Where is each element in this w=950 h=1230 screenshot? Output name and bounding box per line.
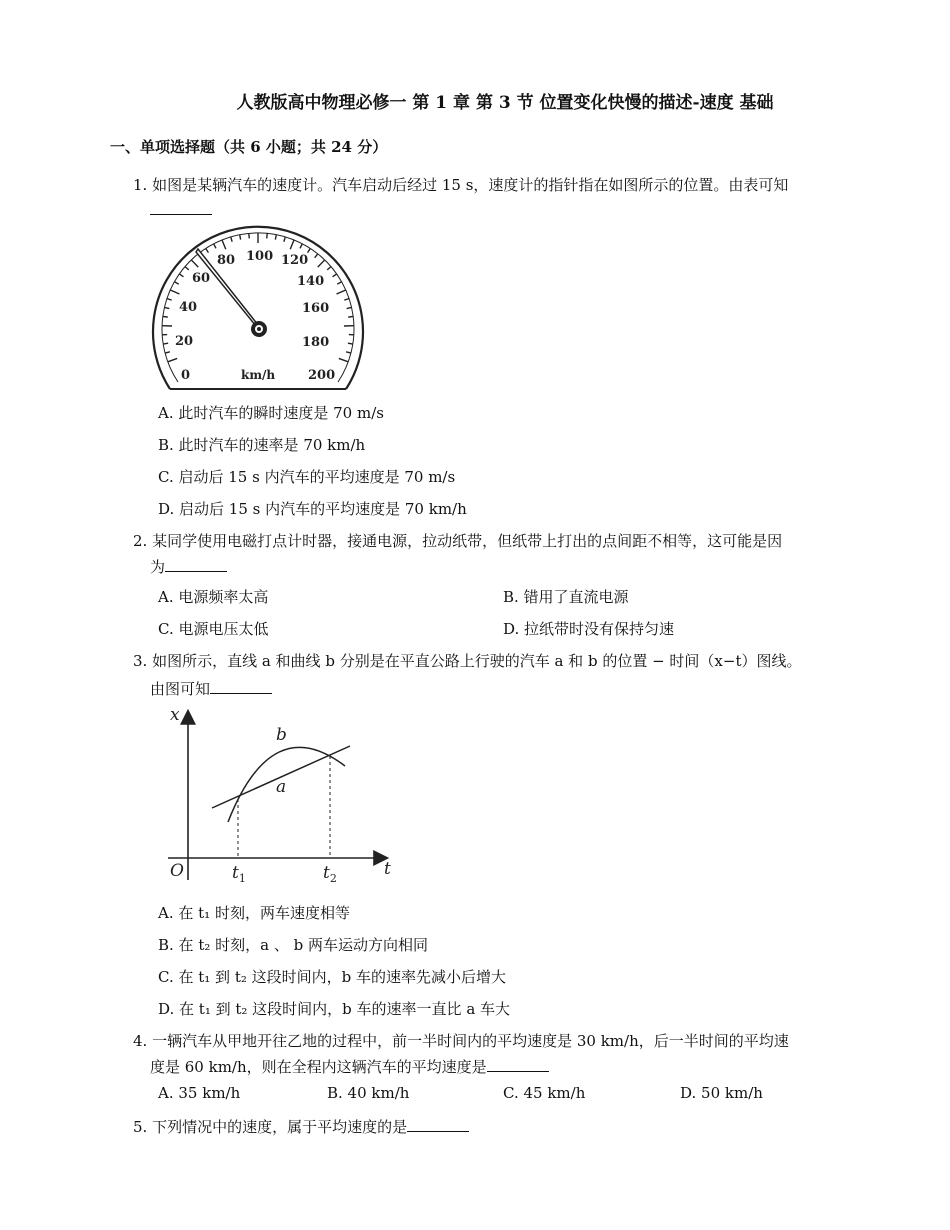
gauge-tick-label: 160 <box>302 301 330 316</box>
q2-option-d: D. 拉纸带时没有保持匀速 <box>503 620 675 638</box>
q4-option-c: C. 45 km/h <box>503 1084 586 1102</box>
gauge-minor-tick <box>348 316 353 317</box>
gauge-tick-label: 80 <box>217 253 236 268</box>
q2-stem: 2. 某同学使用电磁打点计时器，接通电源，拉动纸带，但纸带上打出的点间距不相等，这可能是因 <box>133 532 783 550</box>
q2-option-b: B. 错用了直流电源 <box>503 588 629 606</box>
q3-stem: 3. 如图所示，直线 a 和曲线 b 分别是在平直公路上行驶的汽车 a 和 b 的位置 − 时间（x−t）图线。 <box>133 652 802 670</box>
q1-stem <box>133 174 788 195</box>
gauge-major-tick <box>222 240 226 249</box>
answer-blank <box>165 557 227 572</box>
q3-stem-cont-text: 由图可知 <box>150 680 211 698</box>
gauge-major-tick <box>290 240 294 249</box>
answer-blank <box>407 1117 469 1132</box>
gauge-minor-tick <box>231 237 232 242</box>
gauge-tick-label: 120 <box>281 253 309 268</box>
q3-option-b: B. 在 t₂ 时刻，a 、 b 两车运动方向相同 <box>158 936 428 954</box>
gauge-minor-tick <box>206 248 209 252</box>
gauge-tick-label: 180 <box>302 335 330 350</box>
q1-blank <box>150 200 212 219</box>
t2-label: $t_2$ <box>323 863 337 885</box>
gauge-minor-tick <box>333 274 337 277</box>
q4-option-b: B. 40 km/h <box>327 1084 410 1102</box>
q3-option-c: C. 在 t₁ 到 t₂ 这段时间内，b 车的速率先减小后增大 <box>158 968 507 986</box>
gauge-minor-tick <box>275 235 276 240</box>
gauge-tick-label: 40 <box>179 300 198 315</box>
gauge-minor-tick <box>163 316 168 317</box>
q1-option-c: C. 启动后 15 s 内汽车的平均速度是 70 m/s <box>158 468 456 486</box>
y-axis-label: x <box>170 705 180 725</box>
q3-option-d: D. 在 t₁ 到 t₂ 这段时间内，b 车的速率一直比 a 车大 <box>158 1000 511 1018</box>
gauge-minor-tick <box>327 267 331 270</box>
gauge-minor-tick <box>214 244 216 248</box>
gauge-major-tick <box>191 260 198 267</box>
curve-b-label: b <box>276 725 287 745</box>
q3-option-a: A. 在 t₁ 时刻，两车速度相等 <box>158 904 350 922</box>
xt-graph-figure <box>160 700 400 895</box>
q4-option-d: D. 50 km/h <box>680 1084 763 1102</box>
q2-stem-cont-text: 为 <box>150 558 166 576</box>
gauge-major-tick <box>170 290 179 294</box>
line-a-label: a <box>276 777 287 797</box>
q1-option-b: B. 此时汽车的速率是 70 km/h <box>158 436 366 454</box>
q4-option-a: A. 35 km/h <box>158 1084 241 1102</box>
gauge-tick-label: 20 <box>175 334 194 349</box>
gauge-tick-label: 60 <box>192 271 211 286</box>
gauge-minor-tick <box>240 235 241 240</box>
gauge-tick-label: 100 <box>246 249 274 264</box>
gauge-major-tick <box>318 260 325 267</box>
gauge-minor-tick <box>167 299 172 301</box>
answer-blank <box>150 200 212 215</box>
gauge-minor-tick <box>185 267 189 270</box>
page-title: 人教版高中物理必修一 第 1 章 第 3 节 位置变化快慢的描述-速度 基础 <box>236 93 774 113</box>
gauge-major-tick <box>168 358 177 361</box>
gauge-minor-tick <box>165 352 170 353</box>
q2-stem-cont <box>150 556 227 577</box>
gauge-tick-label: 200 <box>308 368 336 383</box>
gauge-minor-tick <box>174 282 178 284</box>
answer-blank <box>210 679 272 694</box>
x-axis-label: t <box>384 859 391 879</box>
gauge-major-tick <box>339 358 348 361</box>
q1-option-d: D. 启动后 15 s 内汽车的平均速度是 70 km/h <box>158 500 467 518</box>
gauge-tick-label: 140 <box>297 274 325 289</box>
gauge-minor-tick <box>164 307 169 308</box>
q2-option-a: A. 电源频率太高 <box>158 588 269 606</box>
origin-label: O <box>170 861 184 881</box>
gauge-tick-label: 0 <box>181 368 191 383</box>
q4-stem-cont <box>150 1056 549 1077</box>
speedometer-figure <box>148 222 368 394</box>
q2-option-c: C. 电源电压太低 <box>158 620 269 638</box>
q5-stem <box>133 1116 469 1137</box>
gauge-minor-tick <box>347 307 352 308</box>
q4-stem: 4. 一辆汽车从甲地开往乙地的过程中，前一半时间内的平均速度是 30 km/h，后一半时间的平均速 <box>133 1032 789 1050</box>
t1-label: $t_1$ <box>232 863 246 885</box>
gauge-minor-tick <box>344 299 349 301</box>
q5-stem-text: 5. 下列情况中的速度，属于平均速度的是 <box>133 1118 408 1136</box>
gauge-major-tick <box>337 290 346 294</box>
gauge-minor-tick <box>163 343 168 344</box>
gauge-minor-tick <box>284 237 285 242</box>
gauge-minor-tick <box>346 352 351 353</box>
answer-blank <box>487 1057 549 1072</box>
gauge-minor-tick <box>300 244 302 248</box>
gauge-minor-tick <box>337 282 341 284</box>
q1-option-a: A. 此时汽车的瞬时速度是 70 m/s <box>158 404 384 422</box>
curve-b <box>228 747 345 822</box>
gauge-unit: km/h <box>241 368 276 382</box>
q3-stem-cont <box>150 678 272 699</box>
gauge-minor-tick <box>179 274 183 277</box>
gauge-minor-tick <box>348 343 353 344</box>
q4-stem-cont-text: 度是 60 km/h，则在全程内这辆汽车的平均速度是 <box>150 1058 487 1076</box>
q1-stem-text: 1. 如图是某辆汽车的速度计。汽车启动后经过 15 s，速度计的指针指在如图所示的位置。由表可知 <box>133 176 789 194</box>
gauge-minor-tick <box>315 254 318 258</box>
section-heading: 一、单项选择题（共 6 小题；共 24 分） <box>110 138 388 156</box>
